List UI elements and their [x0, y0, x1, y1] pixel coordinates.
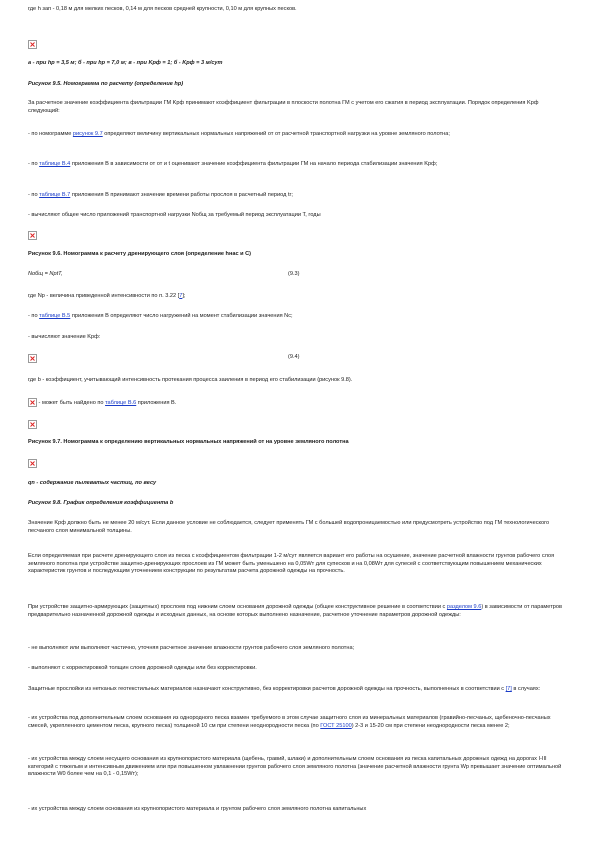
figure-9-6-caption: Рисунок 9.6. Номограмма к расчету дренирующего слоя (определение hнас и С): [28, 251, 252, 257]
link-gost-25100[interactable]: ГОСТ 25100: [320, 722, 352, 729]
broken-image-icon: [28, 40, 37, 49]
paragraph-protective-layers: При устройстве защитно-армирующих (защитных) прослоев под нижним слоем основания дорожной одежды (общее конструктивное решение в соответствии с разделом 9.6) в зависимости от параметров предварительно назначенной дорожной одежды и исходных данных, на основе которых выполнено назначение, расчетное уточнение параметров дорожной одежды:: [28, 604, 562, 618]
link-table-b4[interactable]: таблице В.4: [39, 161, 71, 167]
curve-labels: а - при hр = 3,5 м; б - при hр = 7,0 м; в - при Kрф = 1; б - Kрф = 3 м/сут: [28, 60, 223, 66]
formula-number: (9.3): [288, 271, 300, 277]
bullet-table-b4: - по таблице В.4 приложения В в зависимости от от и t оценивают значение коэффициента фильтрации ГМ на начало периода стабилизации значения Kрф;: [28, 161, 438, 167]
broken-image-icon: [28, 398, 37, 407]
link-figure-9-7[interactable]: рисунок 9.7: [72, 131, 103, 137]
figure-9-8-caption: Рисунок 9.8. График определения коэффициента b: [28, 500, 174, 506]
link-table-b5[interactable]: таблице В.5: [39, 313, 71, 319]
bullet-porous-soil: - их устройства между слоем основания из крупнопористого материала и грунтом рабочего слоя земляного полотна капитальных: [28, 806, 367, 812]
b-found-in-table: - может быть найдено по таблице В.6 приложения В.: [28, 398, 568, 408]
where-np: где Nр - величина приведенной интенсивности по п. 3.22 [7];: [28, 293, 186, 299]
link-table-b6[interactable]: таблице В.6: [105, 399, 137, 406]
bullet-porous-base: - их устройства между слоем несущего основания из крупнопористого материала (щебень, гравий, шлаки) и дополнительным слоем основания из песка капитальных дорожных одежд на дорогах I-III категорий с тяжелым и интенсивным движением или при повышенном увлажнении грунтов рабочего слоя земляного полотна (значение расчетной влажности грунта Wр превышает значение оптимальной влажности W0 более чем на 0,1 - 0,15Wт);: [28, 756, 562, 778]
broken-image-icon: [28, 459, 37, 468]
bullet-compute-kff: - вычисляют значение Kрф:: [28, 334, 101, 340]
link-ref-7[interactable]: 7: [179, 293, 183, 299]
formula-number: (9.4): [288, 354, 300, 360]
figure-9-7-caption: Рисунок 9.7. Номограмма к определению вертикальных нормальных напряжений от на уровне земляного полотна: [28, 439, 349, 445]
formula-text: Nобщ = NрtT,: [28, 271, 63, 277]
link-table-b7[interactable]: таблице В.7: [39, 192, 71, 198]
figure-9-5-caption: Рисунок 9.5. Номограмма по расчету (определение hр): [28, 81, 184, 87]
formula-9-4: [28, 354, 568, 363]
broken-image-icon: [28, 231, 37, 240]
link-ref-7[interactable]: [7]: [505, 686, 512, 692]
link-section-9-6[interactable]: разделом 9.6: [446, 604, 482, 610]
text-line-hzap: где h зап - 0,18 м для мелких песков, 0,14 м для песков средней крупности, 0,10 м для крупных песков.: [28, 6, 297, 12]
broken-image-icon: [28, 420, 37, 429]
paragraph-kff-value: Значение Kрф должно быть не менее 20 м/сут. Если данное условие не соблюдается, следует применять ГМ с большей водопроницаемостью или предусмотреть устройство под ГМ технологического песчаного слоя минимальной толщины.: [28, 520, 550, 534]
bullet-total-loads: - вычисляют общее число приложений транспортной нагрузки Nобщ за требуемый период эксплуатации T, годы: [28, 212, 321, 218]
paragraph-nonwoven: Защитные прослойки из нетканых геотекстильных материалов назначают конструктивно, без корректировки расчетов дорожной одежды на прочность, выполненных в соответствии с [7] в случаях:: [28, 686, 541, 692]
paragraph-kff: За расчетное значение коэффициента фильтрации ГМ Kрф принимают коэффициент фильтрации в плоскости полотна ГМ с учетом его сжатия в период эксплуатации. Порядок определения Kрф следующий:: [28, 100, 539, 114]
bullet-not-perform: - не выполняют или выполняют частично, уточняя расчетное значение влажности грунтов рабочего слоя земляного полотна;: [28, 645, 355, 651]
where-b: где b - коэффициент, учитывающий интенсивность протекания процесса заиления в период его стабилизации (рисунок 9.8).: [28, 377, 353, 383]
formula-9-3: [28, 271, 568, 279]
paragraph-drainage: Если определяемая при расчете дренирующего слоя из песка с коэффициентом фильтрации 1-2 м/сут является вариант его работы на осушение, значение расчетной влажности грунтов рабочего слоя земляного полотна при устройстве защитно-дренирующих прослоев из ГМ может быть уменьшено на 0,05Wт для супесков и на 0,08Wт для супесей с соответствующим повышением механических характеристик грунтов и последующим уточнением конструкции по результатам расчета дорожной одежды на прочность.: [28, 553, 555, 575]
bullet-sand-base: - их устройства под дополнительным слоем основания из однородного песка взамен требуемого в этом случае защитного слоя из минеральных материалов (гравийно-песчаных, щебеночно-песчаных смесей, укрепленного цементом песка, крупного песка) толщиной 10 см при степени неоднородности песка (по ГОСТ 25100) 2-3 и 15-20 см при степени неоднородности песка менее 2;: [28, 715, 551, 729]
qn-label: qn - содержание пылеватых частиц, по весу: [28, 480, 157, 486]
bullet-table-b5: - по таблице В.5 приложения В определяют число нагружений на момент стабилизации значения Nс;: [28, 313, 293, 319]
broken-image-icon: [28, 354, 37, 363]
bullet-perform: - выполняют с корректировкой толщин слоев дорожной одежды или без корректировки.: [28, 665, 257, 671]
bullet-nomogram: - по номограмме рисунок 9.7 определяют величину вертикальных нормальных напряжений от от расчетной транспортной нагрузки на уровне земляного полотна;: [28, 131, 450, 137]
bullet-table-b7: - по таблице В.7 приложения В принимают значение времени работы прослоя в расчетный период tr;: [28, 192, 293, 198]
